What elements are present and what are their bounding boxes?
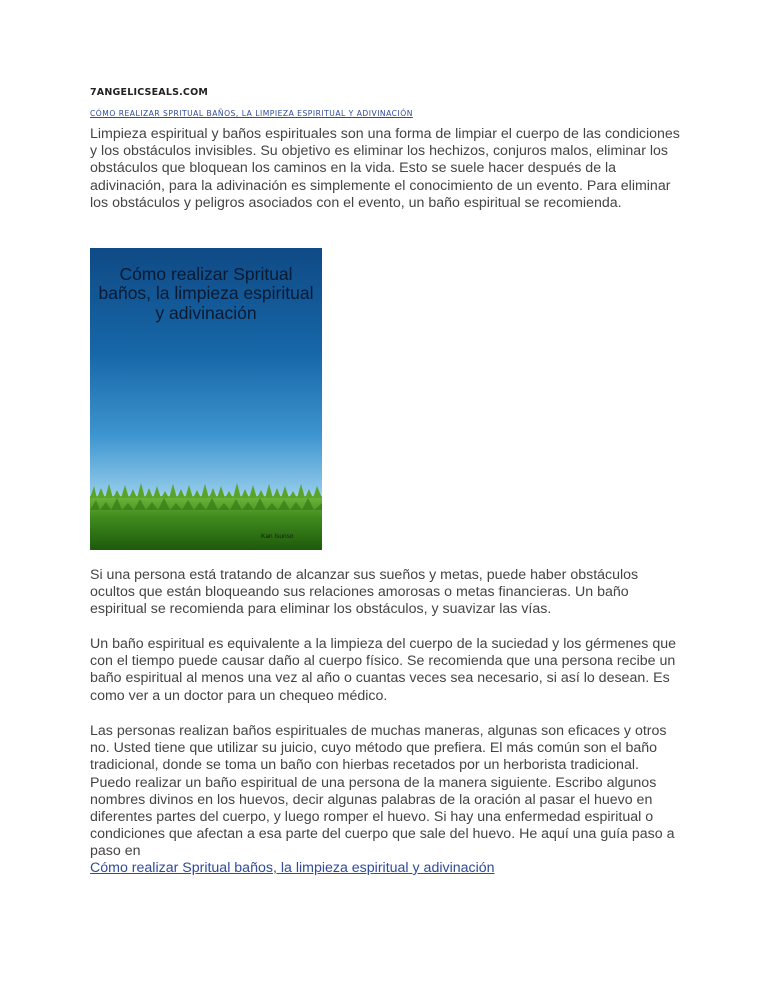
article-title-link[interactable]: CÓMO REALIZAR SPRITUAL BAÑOS, LA LIMPIEZA ESPIRITUAL Y ADIVINACIÓN xyxy=(90,109,413,118)
site-name: 7ANGELICSEALS.COM xyxy=(90,87,209,98)
cover-author: Kan Isunso xyxy=(261,533,294,540)
paragraph-2: Si una persona está tratando de alcanzar sus sueños y metas, puede haber obstáculos ocultos que están bloqueando sus relaciones amorosas o metas financieras. Un baño espiritual se recomienda para eliminar los obstáculos, y suavizar las vías. xyxy=(90,567,639,618)
paragraph-3: Un baño espiritual es equivalente a la limpieza del cuerpo de la suciedad y los gérmenes que con el tiempo puede causar daño al cuerpo físico. Se recomienda que una persona recibe un baño espiritual al menos una vez al año o cuantas veces sea necesario, si así lo desean. Es como ver a un doctor para un chequeo médico. xyxy=(90,636,676,704)
book-cover-image xyxy=(90,248,322,550)
paragraph-4: Las personas realizan baños espirituales de muchas maneras, algunas son eficaces y otros no. Usted tiene que utilizar su juicio, cuyo método que prefiera. El más común son el baño tradicional, donde se toma un baño con hierbas recetados por un herborista tradicional. Puedo realizar un baño espiritual de una persona de la manera siguiente. Escribo algunos nombres divinos en los huevos, decir algunas palabras de la oración al pasar el huevo en diferentes partes del cuerpo, y luego romper el huevo. Si hay una enfermedad espiritual o condiciones que afectan a esa parte del cuerpo que sale del huevo. He aquí una guía paso a paso en xyxy=(90,723,675,860)
cover-title: Cómo realizar Spritual baños, la limpieza espiritual y adivinación xyxy=(98,264,314,323)
paragraph-1: Limpieza espiritual y baños espirituales son una forma de limpiar el cuerpo de las condiciones y los obstáculos invisibles. Su objetivo es eliminar los hechizos, conjuros malos, eliminar los obstáculos que bloquean los caminos en la vida. Esto se suele hacer después de la adivinación, para la adivinación es simplemente el conocimiento de un evento. Para eliminar los obstáculos y peligros asociados con el evento, un baño espiritual se recomienda. xyxy=(90,126,680,211)
article-footer-link[interactable]: Cómo realizar Spritual baños, la limpieza espiritual y adivinación xyxy=(90,860,495,876)
